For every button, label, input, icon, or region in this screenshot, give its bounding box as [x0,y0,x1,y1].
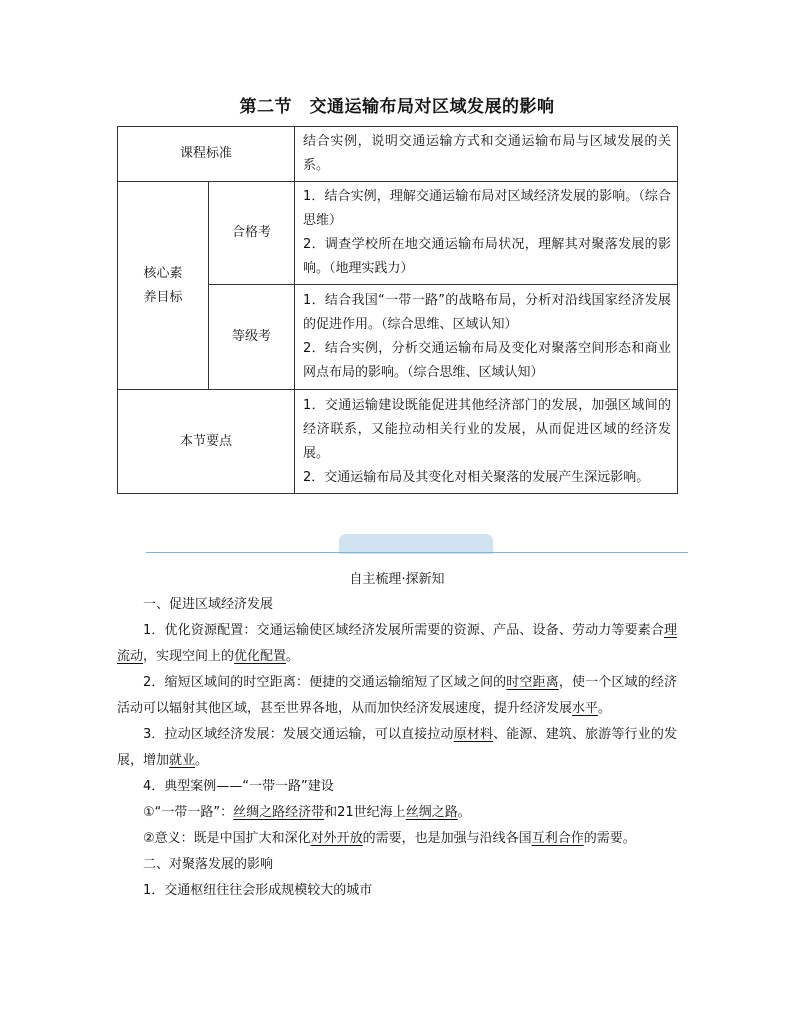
pass-exam-label: 合格考 [209,182,295,285]
section-divider [146,552,688,553]
grade-exam-content [295,285,678,390]
blank-answer: 丝绸之路 [405,805,458,820]
core-literacy-label-line2: 养目标 [143,289,183,305]
section-heading: 自主梳理·探新知 [349,572,445,587]
main-content [117,592,677,904]
paragraph-stimulate-economy: 3．拉动区域经济发展：发展交通运输，可以直接拉动原材料、能源、建筑、旅游等行业的发展，增加就业。 [117,727,677,768]
grade-exam-item: 1．结合我国“一带一路”的战略布局，分析对沿线国家经济发展的促进作用。（综合思维、区域认知） [303,293,672,332]
course-standard-label: 课程标准 [118,127,295,182]
core-literacy-label-line1: 核心素 [143,265,183,281]
key-points-row [118,390,678,494]
key-point-item: 2．交通运输布局及其变化对相关聚落的发展产生深远影响。 [303,469,650,485]
course-standard-row [118,127,678,182]
blank-answer: 水平 [572,701,599,716]
paragraph-transport-hub: 1．交通枢纽往往会形成规模较大的城市 [143,883,373,898]
paragraph-belt-and-road: ①“一带一路”：丝绸之路经济带和21世纪海上丝绸之路。 [143,805,471,820]
blank-answer: 对外开放 [310,831,363,846]
blank-answer: 互利合作 [531,831,584,846]
grade-exam-label: 等级考 [209,285,295,390]
grade-exam-item: 2．结合实例，分析交通运输布局及变化对聚落空间形态和商业网点布局的影响。（综合思维、区域认知） [303,341,672,380]
pass-exam-content [295,182,678,285]
blank-answer: 就业 [169,753,196,768]
standards-table [117,126,678,494]
paragraph-time-space-distance: 2．缩短区域间的时空距离：便捷的交通运输缩短了区域之间的时空距离，使一个区域的经济活动可以辐射其他区域，甚至世界各地，从而加快经济发展速度，提升经济发展水平。 [117,675,677,716]
key-point-item: 1．交通运输建设既能促进其他经济部门的发展，加强区域间的经济联系，又能拉动相关行业的发展，从而促进区域的经济发展。 [303,397,672,461]
pass-exam-row [118,182,678,285]
section-banner-tab [339,534,493,554]
key-points-content [295,390,678,494]
heading-2: 二、对聚落发展的影响 [143,857,274,872]
heading-1: 一、促进区域经济发展 [143,597,274,612]
blank-answer: 原材料 [453,727,494,742]
paragraph-resource-allocation: 1．优化资源配置：交通运输使区域经济发展所需要的资源、产品、设备、劳动力等要素合理流动，实现空间上的优化配置。 [117,623,677,664]
blank-answer: 理流动 [117,623,677,664]
blank-answer: 优化配置 [234,649,287,664]
core-literacy-label [118,182,209,390]
blank-answer: 时空距离 [506,675,559,690]
pass-exam-item: 2．调查学校所在地交通运输布局状况，理解其对聚落发展的影响。（地理实践力） [303,237,672,276]
page-title: 第二节 交通运输布局对区域发展的影响 [239,97,555,117]
paragraph-significance: ②意义：既是中国扩大和深化对外开放的需要，也是加强与沿线各国互利合作的需要。 [143,831,636,846]
course-standard-text: 结合实例，说明交通运输方式和交通运输布局与区域发展的关系。 [295,127,678,182]
paragraph-typical-case: 4．典型案例——“一带一路”建设 [143,779,334,794]
blank-answer: 丝绸之路经济带 [233,805,325,820]
pass-exam-item: 1．结合实例，理解交通运输布局对区域经济发展的影响。（综合思维） [303,189,672,228]
key-points-label: 本节要点 [118,390,295,494]
